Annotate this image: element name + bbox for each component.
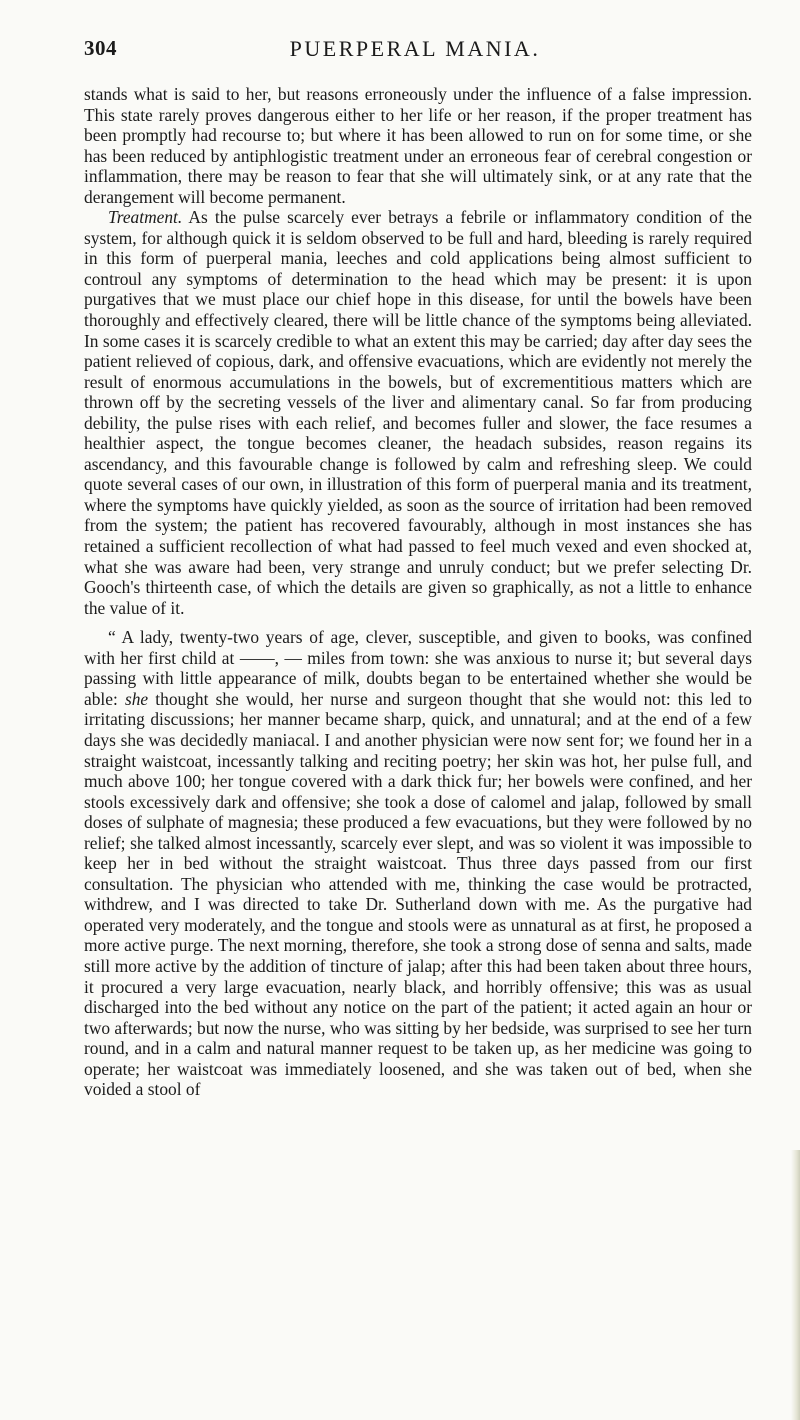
case-quote-text-a: “ A lady, twenty-two years of age, clever, susceptible, and given to books, was confined with her first child at ——, — miles from town: she was anxious to nurse it; but several days passing with little appearance of milk, doubts began to be entertained whether she would be able: xyxy=(84,627,752,709)
page-header xyxy=(0,36,800,66)
paragraph-treatment xyxy=(84,207,752,618)
paragraph-continued: stands what is said to her, but reasons erroneously under the influence of a false impression. This state rarely proves dangerous either to her life or her reason, if the proper treatment has been promptly had recourse to; but where it has been allowed to run on for some time, or she has been reduced by antiphlogistic treatment under an erroneous fear of cerebral congestion or inflammation, there may be reason to fear that she will ultimately sink, or at any rate that the derangement will become permanent. xyxy=(84,84,752,207)
body-text xyxy=(84,84,752,1100)
treatment-heading: Treatment. xyxy=(108,207,183,228)
running-head: PUERPERAL MANIA. xyxy=(289,36,541,61)
treatment-text: As the pulse scarcely ever betrays a febrile or inflammatory condition of the system, for although quick it is seldom observed to be full and hard, bleeding is rarely required in this form of puerperal mania, leeches and cold applications being almost sufficient to controul any symptoms of determination to the head which may be present: it is upon purgatives that we must place our chief hope in this disease, for until the bowels have been thoroughly and effectively cleared, there will be little chance of the symptoms being alleviated. In some cases it is scarcely credible to what an extent this may be carried; day after day sees the patient relieved of copious, dark, and offensive evacuations, which are evidently not merely the result of enormous accumulations in the bowels, but of excrementitious matters which are thrown off by the secreting vessels of the liver and alimentary canal. So far from producing debility, the pulse rises with each relief, and becomes fuller and slower, the face resumes a healthier aspect, the tongue becomes cleaner, the headach subsides, reason regains its ascendancy, and this favourable change is followed by calm and refreshing sleep. We could quote several cases of our own, in illustration of this form of puerperal mania and its treatment, where the symptoms have quickly yielded, as soon as the source of irritation had been removed from the system; the patient has recovered favourably, although in most instances she has retained a sufficient recollection of what had passed to feel much vexed and even shocked at, what she was aware had been, very strange and unruly conduct; but we prefer selecting Dr. Gooch's thirteenth case, of which the details are given so graphically, as not a little to enhance the value of it. xyxy=(84,207,752,618)
case-quote-emphasis: she xyxy=(124,688,149,709)
case-quote-text-b: thought she would, her nurse and surgeon thought that she would not: this led to irritating discussions; her manner became sharp, quick, and unnatural; and at the end of a few days she was decidedly maniacal. I and another physician were now sent for; we found her in a straight waistcoat, incessantly talking and reciting poetry; her skin was hot, her pulse full, and much above 100; her tongue covered with a dark thick fur; her bowels were confined, and her stools excessively dark and offensive; she took a dose of calomel and jalap, followed by small doses of sulphate of magnesia; these produced a few evacuations, but they were followed by no relief; she talked almost incessantly, scarcely ever slept, and was so violent it was impossible to keep her in bed without the straight waistcoat. Thus three days passed from our first consultation. The physician who attended with me, thinking the case would be protracted, withdrew, and I was directed to take Dr. Sutherland down with me. As the purgative had operated very moderately, and the tongue and stools were as unnatural as at first, he proposed a more active purge. The next morning, therefore, she took a strong dose of senna and salts, made still more active by the addition of tincture of jalap; after this had been taken about three hours, it procured a very large evacuation, nearly black, and horribly offensive; this was as usual discharged into the bed without any notice on the part of the patient; it acted again an hour or two afterwards; but now the nurse, who was sitting by her bedside, was surprised to see her turn round, and in a calm and natural manner request to be taken up, as her medicine was going to operate; her waistcoat was immediately loosened, and she was taken out of bed, when she voided a stool of xyxy=(84,688,752,1100)
paragraph-case-quote xyxy=(84,627,752,1100)
scan-edge-shadow xyxy=(791,1150,800,1420)
page-number: 304 xyxy=(84,36,117,60)
